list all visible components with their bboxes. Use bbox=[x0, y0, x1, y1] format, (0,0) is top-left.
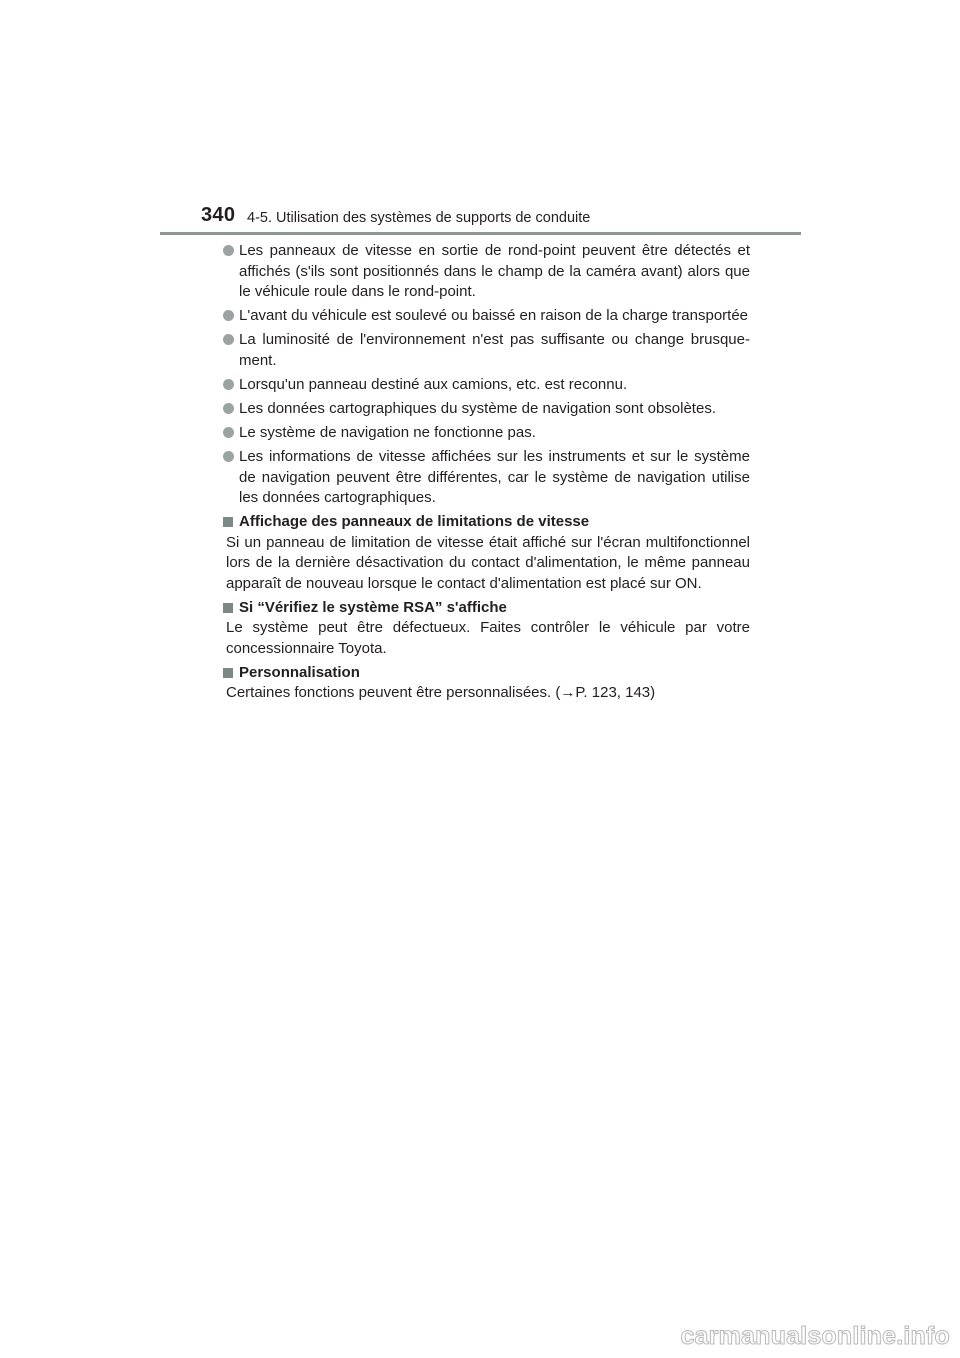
square-bullet-icon bbox=[223, 668, 233, 678]
square-bullet-icon bbox=[223, 517, 233, 527]
bullet-item bbox=[223, 399, 750, 420]
bullet-dot-icon bbox=[223, 334, 234, 345]
subsection-body: Certaines fonctions peuvent être personnalisées. (→P. 123, 143) bbox=[226, 684, 656, 702]
page-header bbox=[0, 0, 960, 240]
subsection-body: Le système peut être défectueux. Faites contrôler le véhicule par votre concessionnaire Toyota. bbox=[226, 619, 750, 657]
bullet-text: Les panneaux de vitesse en sortie de rond-point peuvent être détectés et affichés (s'ils sont positionnés dans le champ de la caméra avant) alors que le véhicule roule dans le rond-point. bbox=[239, 242, 750, 300]
header-rule bbox=[160, 232, 801, 235]
square-bullet-icon bbox=[223, 603, 233, 613]
bullet-dot-icon bbox=[223, 451, 234, 462]
bullet-text: La luminosité de l'environnement n'est pas suffisante ou change brusquement. bbox=[239, 331, 750, 369]
watermark-text: carmanualsonline.info bbox=[680, 1322, 950, 1350]
bullet-text: L'avant du véhicule est soulevé ou baissé en raison de la charge transportée bbox=[239, 307, 749, 325]
subsection-heading bbox=[223, 598, 750, 619]
bullet-text: Le système de navigation ne fonctionne pas. bbox=[239, 423, 536, 441]
bullet-item bbox=[223, 306, 750, 327]
bullet-item bbox=[223, 447, 750, 509]
subsection-body: Si un panneau de limitation de vitesse était affiché sur l'écran multifonctionnel lors de la dernière désactivation du contact d'alimentation, le même panneau apparaît de nouveau lorsque le contact d'alimentation est placé sur ON. bbox=[226, 533, 750, 592]
subsection-heading-text: Personnalisation bbox=[239, 663, 360, 681]
bullet-dot-icon bbox=[223, 310, 234, 321]
bullet-dot-icon bbox=[223, 427, 234, 438]
bullet-item bbox=[223, 241, 750, 303]
section-title: 4-5. Utilisation des systèmes de supports de conduite bbox=[247, 210, 591, 226]
subsection-heading-text: Affichage des panneaux de limitations de vitesse bbox=[239, 513, 590, 531]
bullet-dot-icon bbox=[223, 403, 234, 414]
page-number: 340 bbox=[201, 204, 236, 226]
bullet-dot-icon bbox=[223, 379, 234, 390]
bullet-item bbox=[223, 423, 750, 444]
subsection-heading-text: Si “Vérifiez le système RSA” s'affiche bbox=[239, 598, 507, 616]
bullet-text: Lorsqu'un panneau destiné aux camions, etc. est reconnu. bbox=[239, 375, 628, 393]
bullet-item bbox=[223, 330, 750, 371]
subsection-speed-limit-display bbox=[223, 512, 750, 594]
subsection-personalisation bbox=[223, 663, 750, 704]
bullet-dot-icon bbox=[223, 245, 234, 256]
subsection-heading bbox=[223, 663, 750, 684]
subsection-heading bbox=[223, 512, 750, 533]
bullet-text: Les données cartographiques du système de navigation sont obsolètes. bbox=[239, 399, 716, 417]
page-content bbox=[223, 241, 750, 707]
bullet-text: Les informations de vitesse affichées sur les instruments et sur le système de navigation peuvent être différentes, car le système de navigation utilise les données cartographiques. bbox=[239, 448, 750, 507]
subsection-rsa-warning bbox=[223, 598, 750, 660]
bullet-item bbox=[223, 375, 750, 396]
